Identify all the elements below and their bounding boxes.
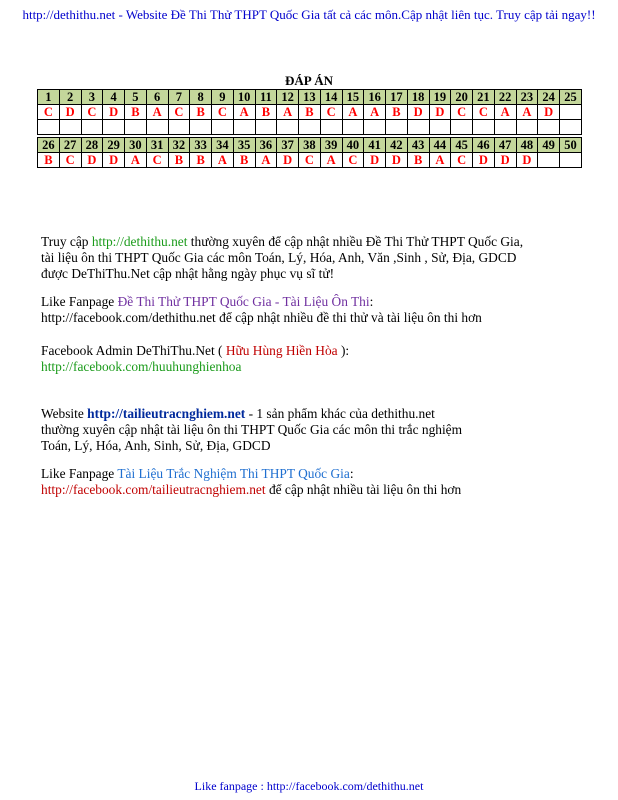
answer-cell: C: [38, 105, 60, 120]
question-number-cell: 4: [103, 90, 125, 105]
answer-cell: C: [81, 105, 103, 120]
question-number-cell: 3: [81, 90, 103, 105]
answer-cell: D: [407, 105, 429, 120]
fanpage-name-link[interactable]: Đề Thi Thử THPT Quốc Gia - Tài Liệu Ôn Thi: [117, 294, 370, 309]
question-number-cell: 41: [364, 138, 386, 153]
answer-cell: D: [429, 105, 451, 120]
answer-cell: C: [59, 153, 81, 168]
answer-cell: A: [494, 105, 516, 120]
spacer-cell: [38, 120, 60, 135]
question-number-cell: 17: [386, 90, 408, 105]
facebook-tailieu-link[interactable]: http://facebook.com/tailieutracnghiem.net: [41, 482, 266, 497]
question-number-cell: 1: [38, 90, 60, 105]
question-number-cell: 32: [168, 138, 190, 153]
header-website-link[interactable]: http://dethithu.net - Website Đề Thi Thử THPT Quốc Gia tất cả các môn.Cập nhật liên tục. Truy cập tải ngay!!: [22, 7, 596, 22]
facebook-dethithu-link[interactable]: http://facebook.com/dethithu.net: [41, 310, 216, 325]
spacer-cell: [168, 120, 190, 135]
answer-cell: C: [451, 153, 473, 168]
spacer-cell: [342, 120, 364, 135]
website-prefix: Website: [41, 406, 88, 421]
spacer-cell: [212, 120, 234, 135]
answer-cell: C: [451, 105, 473, 120]
question-number-cell: 45: [451, 138, 473, 153]
question-number-cell: 34: [212, 138, 234, 153]
question-number-cell: 10: [233, 90, 255, 105]
question-number-cell: 6: [146, 90, 168, 105]
intro-line1-rest: thường xuyên để cập nhật nhiều Đề Thi Thử THPT Quốc Gia,: [187, 234, 524, 249]
spacer-cell: [386, 120, 408, 135]
answer-cell: [538, 153, 560, 168]
answer-cell: C: [212, 105, 234, 120]
website-line3: Toán, Lý, Hóa, Anh, Sinh, Sử, Địa, GDCD: [41, 438, 271, 453]
tailieutracnghiem-link[interactable]: http://tailieutracnghiem.net: [87, 406, 246, 421]
answer-cell: D: [277, 153, 299, 168]
fanpage2-prefix: Like Fanpage: [41, 466, 118, 481]
intro-prefix: Truy cập: [41, 234, 92, 249]
answer-cell: D: [103, 153, 125, 168]
spacer-cell: [81, 120, 103, 135]
answer-cell: D: [494, 153, 516, 168]
question-number-cell: 16: [364, 90, 386, 105]
answer-cell: B: [125, 105, 147, 120]
answer-cell: D: [538, 105, 560, 120]
answer-table-1: [37, 89, 582, 135]
fanpage-prefix: Like Fanpage: [41, 294, 118, 309]
question-number-cell: 30: [125, 138, 147, 153]
question-number-row: [38, 90, 582, 105]
answer-cell: B: [38, 153, 60, 168]
question-number-cell: 36: [255, 138, 277, 153]
question-number-cell: 27: [59, 138, 81, 153]
answer-cell: C: [299, 153, 321, 168]
answer-cell: B: [190, 105, 212, 120]
question-number-cell: 49: [538, 138, 560, 153]
question-number-cell: 15: [342, 90, 364, 105]
question-number-cell: 38: [299, 138, 321, 153]
answer-row: [38, 105, 582, 120]
answer-cell: D: [103, 105, 125, 120]
question-number-cell: 24: [538, 90, 560, 105]
dethithu-link[interactable]: http://dethithu.net: [91, 234, 188, 249]
answer-cell: A: [255, 153, 277, 168]
answer-cell: A: [429, 153, 451, 168]
question-number-cell: 14: [320, 90, 342, 105]
question-number-cell: 29: [103, 138, 125, 153]
website-paragraph: [41, 406, 586, 454]
question-number-cell: 26: [38, 138, 60, 153]
question-number-cell: 23: [516, 90, 538, 105]
spacer-cell: [190, 120, 212, 135]
question-number-cell: 39: [320, 138, 342, 153]
spacer-cell: [407, 120, 429, 135]
website-line2: thường xuyên cập nhật tài liệu ôn thi THPT Quốc Gia các môn thi trắc nghiệm: [41, 422, 463, 437]
answer-cell: A: [233, 105, 255, 120]
website-line1-rest: - 1 sản phẩm khác của dethithu.net: [245, 406, 435, 421]
question-number-cell: 8: [190, 90, 212, 105]
answer-cell: C: [342, 153, 364, 168]
question-number-cell: 9: [212, 90, 234, 105]
spacer-cell: [494, 120, 516, 135]
answer-cell: D: [81, 153, 103, 168]
spacer-cell: [473, 120, 495, 135]
question-number-cell: 2: [59, 90, 81, 105]
answer-cell: B: [255, 105, 277, 120]
answer-cell: B: [299, 105, 321, 120]
question-number-cell: 43: [407, 138, 429, 153]
answer-cell: D: [364, 153, 386, 168]
answer-cell: D: [59, 105, 81, 120]
question-number-row: [38, 138, 582, 153]
spacer-cell: [560, 120, 582, 135]
fanpage-colon: :: [369, 294, 374, 309]
question-number-cell: 35: [233, 138, 255, 153]
answer-cell: B: [233, 153, 255, 168]
question-number-cell: 20: [451, 90, 473, 105]
answer-cell: D: [516, 153, 538, 168]
fanpage2-name-link[interactable]: Tài Liệu Trắc Nghiệm Thi THPT Quốc Gia: [117, 466, 350, 481]
question-number-cell: 5: [125, 90, 147, 105]
question-number-cell: 22: [494, 90, 516, 105]
answer-cell: C: [168, 105, 190, 120]
answer-cell: B: [190, 153, 212, 168]
question-number-cell: 21: [473, 90, 495, 105]
spacer-cell: [538, 120, 560, 135]
answer-cell: C: [320, 105, 342, 120]
fanpage-paragraph: [41, 294, 586, 326]
spacer-cell: [103, 120, 125, 135]
answer-cell: C: [146, 153, 168, 168]
question-number-cell: 46: [473, 138, 495, 153]
admin-facebook-link[interactable]: http://facebook.com/huuhunghienhoa: [41, 359, 242, 374]
question-number-cell: 19: [429, 90, 451, 105]
admin-prefix: Facebook Admin DeThiThu.Net (: [41, 343, 226, 358]
question-number-cell: 31: [146, 138, 168, 153]
question-number-cell: 11: [255, 90, 277, 105]
spacer-cell: [255, 120, 277, 135]
question-number-cell: 18: [407, 90, 429, 105]
answer-row: [38, 153, 582, 168]
fanpage2-paragraph: [41, 466, 586, 498]
question-number-cell: 40: [342, 138, 364, 153]
answer-cell: A: [342, 105, 364, 120]
question-number-cell: 25: [560, 90, 582, 105]
spacer-cell: [277, 120, 299, 135]
answer-cell: A: [516, 105, 538, 120]
answer-cell: A: [320, 153, 342, 168]
question-number-cell: 12: [277, 90, 299, 105]
spacer-cell: [146, 120, 168, 135]
answer-cell: D: [473, 153, 495, 168]
intro-line3: được DeThiThu.Net cập nhật hằng ngày phục vụ sĩ tử!: [41, 266, 335, 281]
admin-suffix: ):: [337, 343, 350, 358]
spacer-cell: [516, 120, 538, 135]
question-number-cell: 7: [168, 90, 190, 105]
spacer-cell: [429, 120, 451, 135]
question-number-cell: 33: [190, 138, 212, 153]
question-number-cell: 48: [516, 138, 538, 153]
spacer-cell: [299, 120, 321, 135]
question-number-cell: 28: [81, 138, 103, 153]
answer-cell: B: [386, 105, 408, 120]
answer-table-2: [37, 137, 582, 168]
answer-cell: A: [146, 105, 168, 120]
fanpage-link-rest: để cập nhật nhiều đề thi thử và tài liệu ôn thi hơn: [215, 310, 482, 325]
spacer-cell: [320, 120, 342, 135]
spacer-cell: [125, 120, 147, 135]
answer-cell: A: [277, 105, 299, 120]
answer-cell: D: [386, 153, 408, 168]
question-number-cell: 37: [277, 138, 299, 153]
answer-cell: A: [125, 153, 147, 168]
spacer-cell: [59, 120, 81, 135]
answer-cell: A: [212, 153, 234, 168]
admin-name[interactable]: Hữu Hùng Hiền Hòa: [225, 343, 338, 358]
question-number-cell: 50: [560, 138, 582, 153]
admin-paragraph: [41, 343, 586, 375]
question-number-cell: 47: [494, 138, 516, 153]
answer-cell: [560, 153, 582, 168]
answer-cell: A: [364, 105, 386, 120]
fanpage2-link-rest: để cập nhật nhiều tài liệu ôn thi hơn: [265, 482, 462, 497]
intro-line2: tài liệu ôn thi THPT Quốc Gia các môn Toán, Lý, Hóa, Anh, Văn ,Sinh , Sử, Địa, GDCD: [41, 250, 517, 265]
spacer-row: [38, 120, 582, 135]
spacer-cell: [364, 120, 386, 135]
answer-cell: [560, 105, 582, 120]
question-number-cell: 44: [429, 138, 451, 153]
question-number-cell: 42: [386, 138, 408, 153]
answer-cell: B: [407, 153, 429, 168]
answer-key-title: ĐÁP ÁN: [284, 73, 334, 88]
intro-paragraph: [41, 234, 586, 282]
answer-cell: B: [168, 153, 190, 168]
spacer-cell: [451, 120, 473, 135]
footer-fanpage-link[interactable]: Like fanpage : http://facebook.com/dethithu.net: [194, 779, 424, 793]
question-number-cell: 13: [299, 90, 321, 105]
spacer-cell: [233, 120, 255, 135]
answer-cell: C: [473, 105, 495, 120]
fanpage2-colon: :: [349, 466, 354, 481]
